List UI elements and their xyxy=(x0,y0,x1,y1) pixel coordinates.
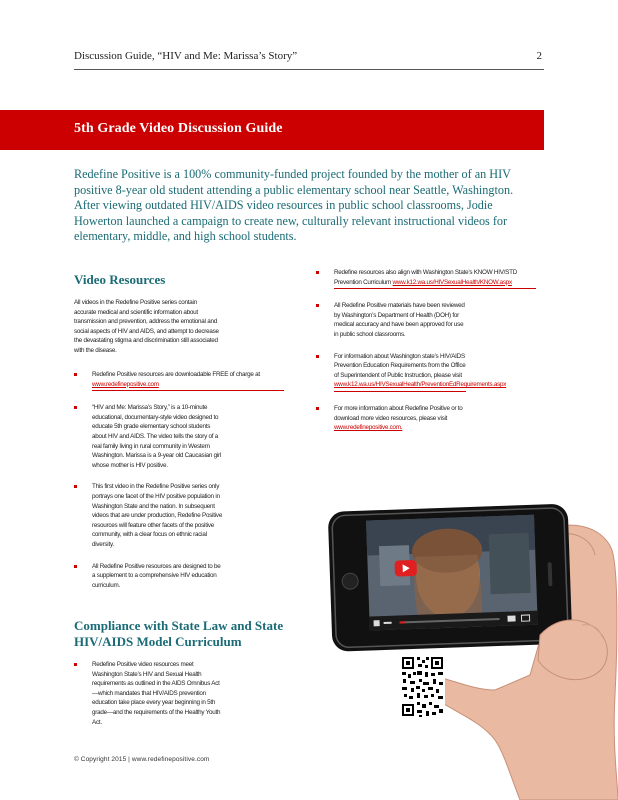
bullet-square-icon xyxy=(316,271,319,274)
divider xyxy=(334,391,466,392)
pause-icon xyxy=(374,620,380,626)
document-title: Discussion Guide, “HIV and Me: Marissa’s Story” xyxy=(74,50,298,62)
page-header xyxy=(74,48,544,70)
divider xyxy=(92,390,284,391)
divider xyxy=(334,288,536,289)
volume-icon xyxy=(384,622,392,624)
video-resources-heading: Video Resources xyxy=(74,272,166,287)
bullet-text: “HIV and Me: Marissa’s Story,” is a 10-minute educational, documentary-style video designed to educate 5th grade elementary school students about HIV and AIDS. The video tells the story of a real family living in rural community in Western Washington. Marissa is a 9-year old Caucasian girl whose mother is HIV positive. xyxy=(92,404,222,469)
bullet-text: All Redefine Positive resources are designed to be a supplement to a comprehensive HIV education curriculum. xyxy=(92,562,221,589)
bullet-text: For more information about Redefine Positive or to download more video resources, please visit xyxy=(334,404,463,422)
list-item xyxy=(74,482,224,549)
compliance-heading: Compliance with State Law and State HIV/AIDS Model Curriculum xyxy=(74,618,284,649)
list-item xyxy=(316,352,507,392)
bullet-square-icon xyxy=(316,407,319,410)
list-item xyxy=(74,370,284,391)
list-item xyxy=(316,404,466,433)
bullet-square-icon xyxy=(74,663,77,666)
page-number: 2 xyxy=(536,50,542,62)
bullet-text: This first video in the Redefine Positive series only portrays one facet of the HIV positive population in Washington State and the nation. In subsequent videos that are under production, Redefine Positive resources will feature other facets of the positive community, with a clear focus on ethnic racial diversity. xyxy=(92,483,223,548)
bullet-text: Redefine resources also align with Washington State’s KNOW HIV/STD Prevention Curriculum xyxy=(334,269,517,286)
bullet-text: Redefine Positive resources are downloadable FREE of charge at xyxy=(92,371,260,378)
bullet-text: All Redefine Positive materials have been reviewed by Washington’s Department of Health (DOH) for medical accuracy and have been approved for use in public school classrooms. xyxy=(334,302,465,338)
bullet-text: Redefine Positive video resources meet Washington State’s HIV and Sexual Health requirements as outlined in the AIDS Omnibus Act—which mandates that HIV/AIDS prevention education take place every year beginning in 5th grade—and the requirements of the Healthy Youth Act. xyxy=(92,661,221,726)
curriculum-list xyxy=(316,268,536,433)
video-resources-list xyxy=(74,370,284,590)
video-resources-paragraph: All videos in the Redefine Positive series contain accurate medical and scientific information about transmission and prevention, address the emotional and social aspects of HIV and AIDS, and attempt to decrease the devastating stigma and discrimination still associated with the disease. xyxy=(74,299,219,354)
know-curriculum-link[interactable]: www.k12.wa.us/HIVSexualHealth/KNOW.aspx xyxy=(392,278,512,286)
home-button xyxy=(342,573,359,590)
settings-icon xyxy=(507,615,515,621)
section-banner xyxy=(0,110,544,150)
banner-title: 5th Grade Video Discussion Guide xyxy=(74,121,283,136)
list-item xyxy=(316,268,536,289)
bullet-square-icon xyxy=(74,485,77,488)
list-item xyxy=(316,301,466,339)
bullet-square-icon xyxy=(316,355,319,358)
list-item xyxy=(74,562,224,591)
bullet-square-icon xyxy=(74,406,77,409)
bullet-square-icon xyxy=(316,304,319,307)
list-item xyxy=(74,403,224,470)
list-item xyxy=(74,660,224,727)
phone-video-illustration xyxy=(320,495,618,800)
speaker-icon xyxy=(548,562,553,586)
bullet-square-icon xyxy=(74,565,77,568)
bullet-square-icon xyxy=(74,373,77,376)
intro-paragraph: Redefine Positive is a 100% community-funded project founded by the mother of an HIV positive 8-year old student attending a public elementary school near Seattle, Washington. After viewing outdated HIV/AIDS video resources in public school classrooms, Jodie Howerton launched a campaign to create new, culturally relevant instructional videos for elementary, middle, and high school students. xyxy=(74,167,514,243)
bullet-text: For information about Washington state’s HIV/AIDS Prevention Education Requirements from the Office of Superintendent of Public Instruction, please visit xyxy=(334,352,466,379)
page-footer: © Copyright 2015 | www.redefinepositive.com xyxy=(74,756,210,763)
compliance-list xyxy=(74,660,224,727)
prevention-requirements-link[interactable]: www.k12.wa.us/HIVSexualHealth/PreventionEdRequirements.aspx xyxy=(334,381,507,389)
redefine-positive-link[interactable]: www.redefinepositive.com. xyxy=(334,424,403,432)
qr-code[interactable] xyxy=(400,655,445,718)
redefine-positive-link[interactable]: www.redefinepositive.com xyxy=(92,380,159,388)
phone-device xyxy=(328,504,573,652)
